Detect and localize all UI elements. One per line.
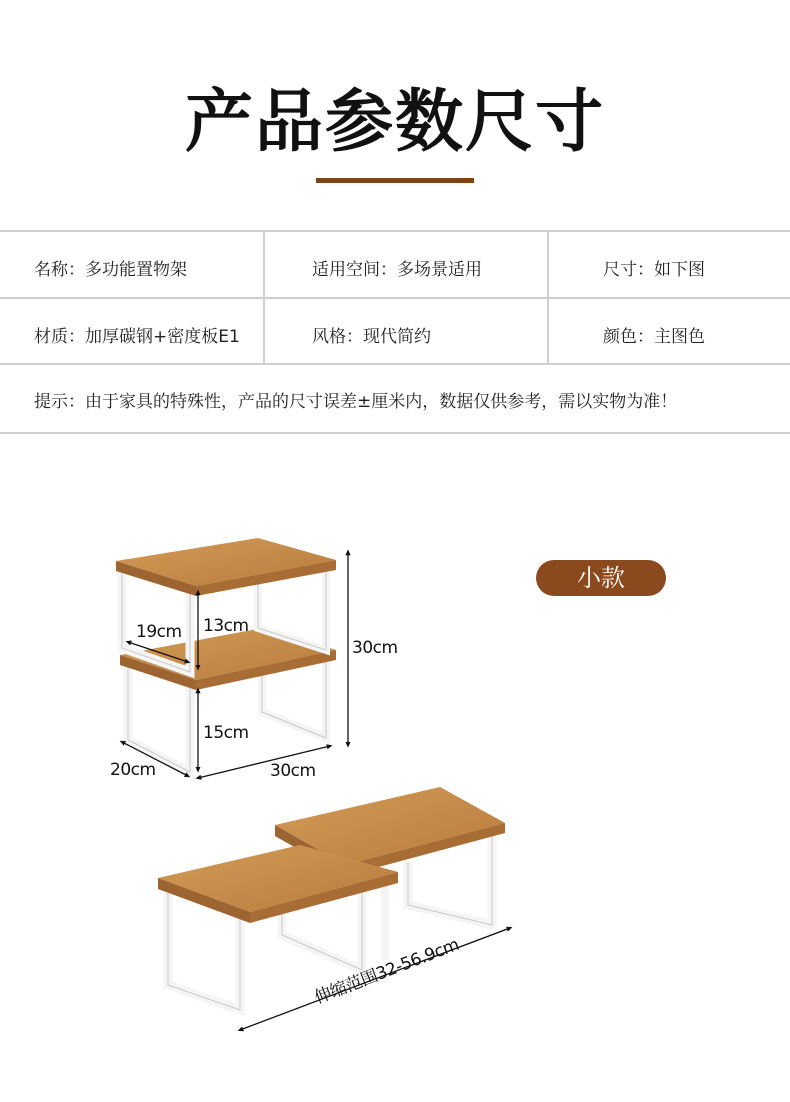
size-badge: 小款 [536, 560, 666, 596]
spec-style: 风格：现代简约 [312, 327, 431, 347]
spec-note: 提示：由于家具的特殊性，产品的尺寸误差±厘米内，数据仅供参考，需以实物为准！ [34, 392, 678, 412]
dim-extend-range: 伸缩范围32-56.9cm [311, 934, 462, 1009]
dim-depth-top: 19cm [136, 622, 182, 642]
dim-total-height: 30cm [352, 638, 398, 658]
dim-depth: 20cm [110, 760, 156, 780]
dim-width: 30cm [270, 761, 316, 781]
dim-lower-height: 15cm [203, 723, 249, 743]
spec-name: 名称：多功能置物架 [34, 260, 187, 280]
spec-space: 适用空间：多场景适用 [312, 260, 482, 280]
spec-material: 材质：加厚碳钢+密度板E1 [34, 327, 240, 347]
dim-tier-gap: 13cm [203, 616, 249, 636]
spec-size: 尺寸：如下图 [603, 260, 705, 280]
spec-color: 颜色：主图色 [603, 327, 705, 347]
page-title: 产品参数尺寸 [184, 83, 605, 162]
